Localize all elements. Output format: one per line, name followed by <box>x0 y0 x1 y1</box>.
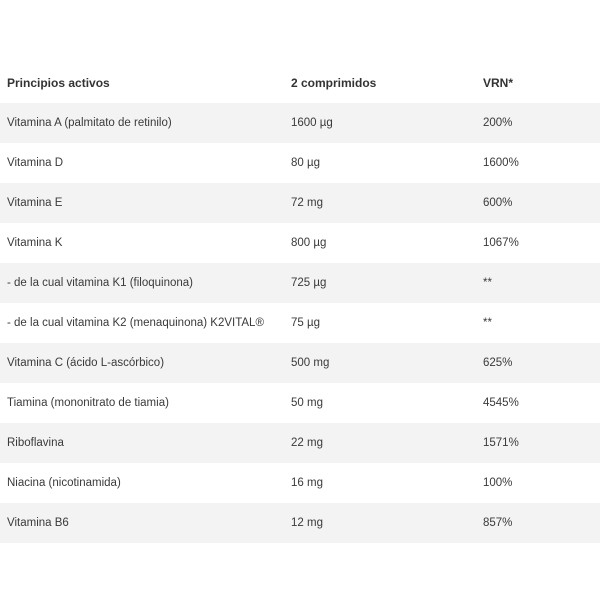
ingredient-name: Riboflavina <box>7 437 64 449</box>
ingredient-name: Vitamina B6 <box>7 517 69 529</box>
table-row <box>0 343 600 383</box>
ingredient-vrn: 4545% <box>483 397 519 409</box>
ingredient-vrn: 1067% <box>483 237 519 249</box>
ingredient-amount: 500 mg <box>291 357 330 369</box>
ingredient-vrn: 857% <box>483 517 513 529</box>
ingredient-amount: 1600 µg <box>291 117 333 129</box>
ingredient-name: Vitamina E <box>7 197 63 209</box>
table-row <box>0 183 600 223</box>
ingredient-vrn: 600% <box>483 197 513 209</box>
ingredient-amount: 80 µg <box>291 157 321 169</box>
ingredient-amount: 12 mg <box>291 517 323 529</box>
ingredient-vrn: ** <box>483 317 492 329</box>
ingredient-amount: 800 µg <box>291 237 327 249</box>
ingredient-vrn: 100% <box>483 477 513 489</box>
table-row <box>0 223 600 263</box>
ingredient-name: - de la cual vitamina K2 (menaquinona) K2VITAL® <box>7 317 264 329</box>
header-two-tablets: 2 comprimidos <box>291 75 377 90</box>
ingredient-amount: 16 mg <box>291 477 323 489</box>
table-row <box>0 503 600 543</box>
header-vrn: VRN* <box>483 75 514 90</box>
ingredient-amount: 22 mg <box>291 437 323 449</box>
table-row <box>0 383 600 423</box>
table-header-row <box>0 62 600 103</box>
ingredient-vrn: 1571% <box>483 437 519 449</box>
ingredient-vrn: ** <box>483 277 492 289</box>
table-row <box>0 423 600 463</box>
ingredient-name: Tiamina (mononitrato de tiamia) <box>7 397 169 409</box>
nutrition-table <box>0 62 600 543</box>
table-row <box>0 263 600 303</box>
ingredient-name: - de la cual vitamina K1 (filoquinona) <box>7 277 194 289</box>
ingredient-amount: 725 µg <box>291 277 327 289</box>
ingredient-amount: 50 mg <box>291 397 323 409</box>
ingredient-name: Vitamina C (ácido L-ascórbico) <box>7 357 165 369</box>
ingredient-amount: 72 mg <box>291 197 323 209</box>
ingredient-name: Vitamina D <box>7 157 64 169</box>
table-row <box>0 303 600 343</box>
ingredient-name: Vitamina K <box>7 237 63 249</box>
ingredient-vrn: 1600% <box>483 157 519 169</box>
table-row <box>0 463 600 503</box>
ingredient-name: Niacina (nicotinamida) <box>7 477 121 489</box>
table-row <box>0 103 600 143</box>
ingredient-vrn: 625% <box>483 357 513 369</box>
header-active-ingredients: Principios activos <box>7 75 110 90</box>
ingredient-vrn: 200% <box>483 117 513 129</box>
ingredient-amount: 75 µg <box>291 317 321 329</box>
table-row <box>0 143 600 183</box>
ingredient-name: Vitamina A (palmitato de retinilo) <box>7 117 172 129</box>
